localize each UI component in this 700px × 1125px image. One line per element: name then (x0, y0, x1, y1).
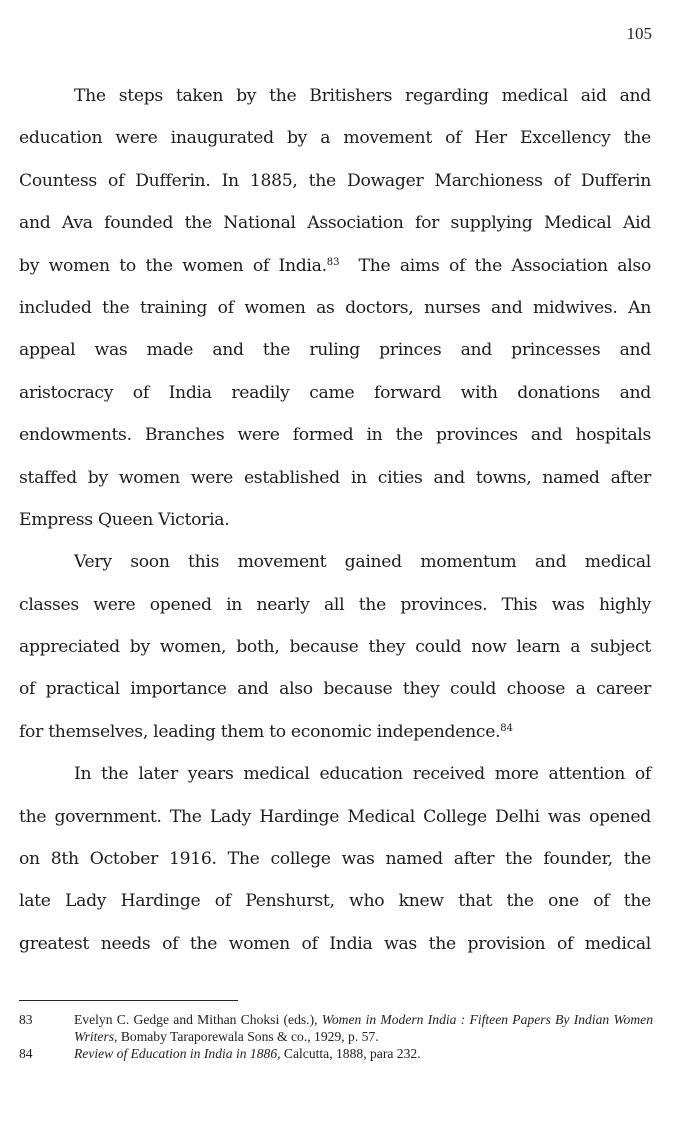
footnote-title: Women in Modern India : Fifteen Papers By Indian Women Writers (74, 1012, 653, 1044)
footnote-83 (19, 1011, 653, 1045)
text-line: aristocracy of India readily came forward with donations and (19, 382, 651, 403)
text-line: included the training of women as doctors, nurses and midwives. An (19, 297, 651, 318)
footnotes (19, 1011, 653, 1062)
text-line (19, 716, 651, 758)
text-line: Very soon this movement gained momentum and medical (74, 552, 651, 573)
text-line: endowments. Branches were formed in the provinces and hospitals (19, 425, 651, 446)
text-line: Countess of Dufferin. In 1885, the Dowager Marchioness of Dufferin (19, 170, 651, 191)
text-line: on 8th October 1916. The college was named after the founder, the (19, 849, 651, 870)
text-segment: The aims of the Association also (339, 255, 651, 276)
footnote-84 (19, 1045, 653, 1062)
text-line: appeal was made and the ruling princes and princesses and (19, 340, 651, 361)
page-number: 105 (626, 24, 652, 43)
text-line (19, 250, 651, 292)
body-text (19, 80, 651, 970)
text-line: late Lady Hardinge of Penshurst, who knew that the one of the (19, 891, 651, 912)
footnote-text: Review of Education in India in 1886, Calcutta, 1888, para 232. (74, 1046, 421, 1061)
text-line: appreciated by women, both, because they could now learn a subject (19, 637, 651, 658)
footnote-separator (19, 1000, 238, 1001)
footnote-ref-83[interactable]: 83 (326, 256, 340, 268)
text-line: The steps taken by the Britishers regarding medical aid and (74, 86, 651, 106)
footnote-number: 84 (19, 1046, 33, 1061)
text-line: Empress Queen Victoria. (19, 509, 230, 530)
footnote-title: Review of Education in India in 1886, (74, 1046, 281, 1061)
footnote-ref-84[interactable]: 84 (500, 722, 513, 734)
text-line: of practical importance and also because they could choose a career (19, 679, 651, 700)
text-segment: by women to the women of India. (19, 255, 327, 276)
text-line: greatest needs of the women of India was the provision of medical (19, 933, 651, 954)
text-segment: for themselves, leading them to economic independence. (19, 721, 501, 742)
text-line: staffed by women were established in cities and towns, named after (19, 467, 651, 488)
text-line: classes were opened in nearly all the provinces. This was highly (19, 594, 651, 615)
text-line: the government. The Lady Hardinge Medical College Delhi was opened (19, 806, 651, 827)
text-line: education were inaugurated by a movement of Her Excellency the (19, 128, 651, 149)
text-line: and Ava founded the National Association for supplying Medical Aid (19, 213, 651, 234)
footnote-number: 83 (19, 1012, 33, 1027)
footnote-text: Evelyn C. Gedge and Mithan Choksi (eds.), Women in Modern India : Fifteen Papers By Indian Women Writers, Bomaby Taraporewala Sons & co., 1929, p. 57. (74, 1012, 653, 1044)
text-line: In the later years medical education received more attention of (74, 764, 651, 785)
